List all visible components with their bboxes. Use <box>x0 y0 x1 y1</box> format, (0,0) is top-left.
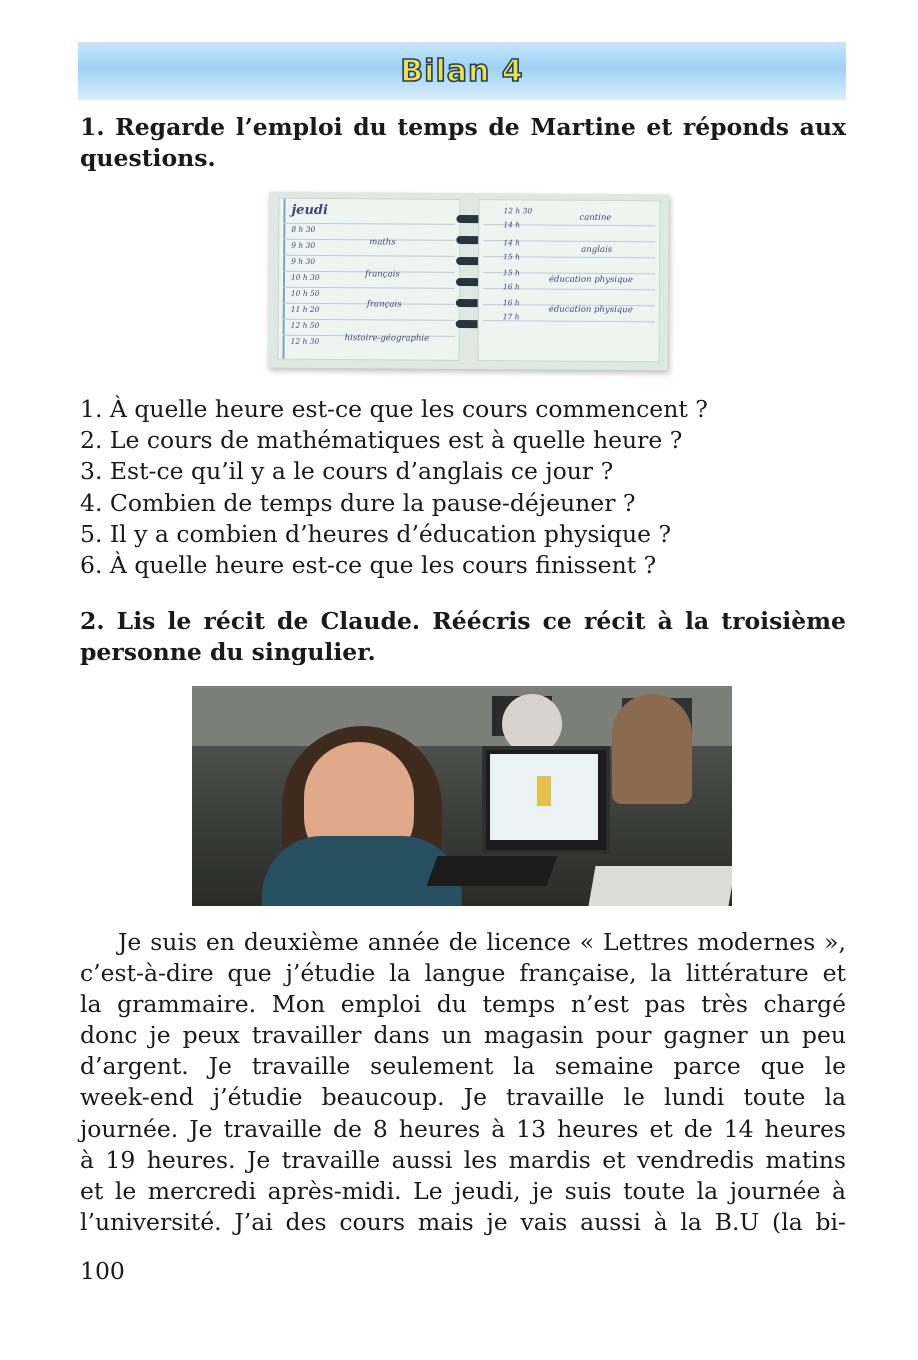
schedule-time: 16 h <box>502 298 520 308</box>
section-title: Bilan 4 <box>400 53 524 89</box>
schedule-time: 16 h <box>502 282 520 292</box>
question-item: 4. Combien de temps dure la pause-déjeuner ? <box>80 488 636 517</box>
schedule-subject: maths <box>369 237 396 248</box>
schedule-time: 17 h <box>502 312 520 322</box>
story-line: Je suis en deuxième année de licence « Lettres modernes », <box>118 928 846 956</box>
schedule-time: 12 h 30 <box>290 336 320 346</box>
schedule-day: jeudi <box>291 202 329 219</box>
story-line: la grammaire. Mon emploi du temps n’est pas très chargé <box>80 990 846 1019</box>
schedule-subject: anglais <box>581 244 613 256</box>
schedule-time: 11 h 20 <box>290 304 320 314</box>
schedule-time: 15 h <box>503 252 520 262</box>
schedule-subject: éducation physique <box>548 304 633 316</box>
schedule-time: 8 h 30 <box>291 224 316 234</box>
schedule-left-page <box>277 198 460 361</box>
schedule-time: 15 h <box>503 268 520 278</box>
question-item: 1. À quelle heure est-ce que les cours commencent ? <box>80 395 708 423</box>
schedule-right-page <box>477 199 660 362</box>
story-line: journée. Je travaille de 8 heures à 13 heures et de 14 heures <box>80 1114 846 1143</box>
exercise-2-heading: 2. Lis le récit de Claude. Réécris ce récit à la troisième personne du singulier. <box>80 607 846 666</box>
story-line: à 19 heures. Je travaille aussi les mardis et vendredis matins <box>80 1145 846 1174</box>
questions-list <box>80 394 708 581</box>
question-item: 3. Est-ce qu’il y a le cours d’anglais ce jour ? <box>80 457 614 486</box>
story-line: week-end j’étudie beaucoup. Je travaille le lundi toute la <box>80 1083 846 1112</box>
schedule-subject: français <box>366 299 402 310</box>
schedule-subject: cantine <box>579 212 612 223</box>
schedule-subject: français <box>365 269 400 280</box>
exercise-1-heading: 1. Regarde l’emploi du temps de Martine et réponds aux questions. <box>80 113 846 172</box>
schedule-time: 12 h 30 <box>503 206 533 216</box>
question-item: 5. Il y a combien d’heures d’éducation physique ? <box>80 519 672 548</box>
schedule-time: 9 h 30 <box>291 256 316 266</box>
story-line: c’est-à-dire que j’étudie la langue française, la littérature et <box>80 959 846 988</box>
story-line: l’université. J’ai des cours mais je vais aussi à la B.U (la bi- <box>80 1207 846 1236</box>
schedule-time: 12 h 50 <box>290 320 320 330</box>
schedule-time: 14 h <box>503 238 521 248</box>
schedule-image <box>267 192 668 371</box>
story-line: d’argent. Je travaille seulement la semaine parce que le <box>80 1052 846 1081</box>
question-item: 6. À quelle heure est-ce que les cours finissent ? <box>80 551 657 580</box>
question-item: 2. Le cours de mathématiques est à quelle heure ? <box>80 426 683 455</box>
schedule-time: 9 h 30 <box>291 240 316 250</box>
schedule-subject: éducation physique <box>548 274 633 286</box>
schedule-time: 10 h 50 <box>290 288 320 298</box>
student-computer-lab-photo <box>192 686 732 906</box>
schedule-subject: histoire-géographie <box>344 333 430 344</box>
story-line: donc je peux travailler dans un magasin pour gagner un peu <box>80 1021 846 1050</box>
schedule-time: 10 h 30 <box>290 272 320 282</box>
schedule-time: 14 h <box>503 220 521 230</box>
story-line: et le mercredi après-midi. Le jeudi, je suis toute la journée à <box>80 1176 846 1205</box>
story-text <box>80 927 846 1238</box>
section-banner <box>78 42 846 100</box>
page-number: 100 <box>80 1257 125 1285</box>
